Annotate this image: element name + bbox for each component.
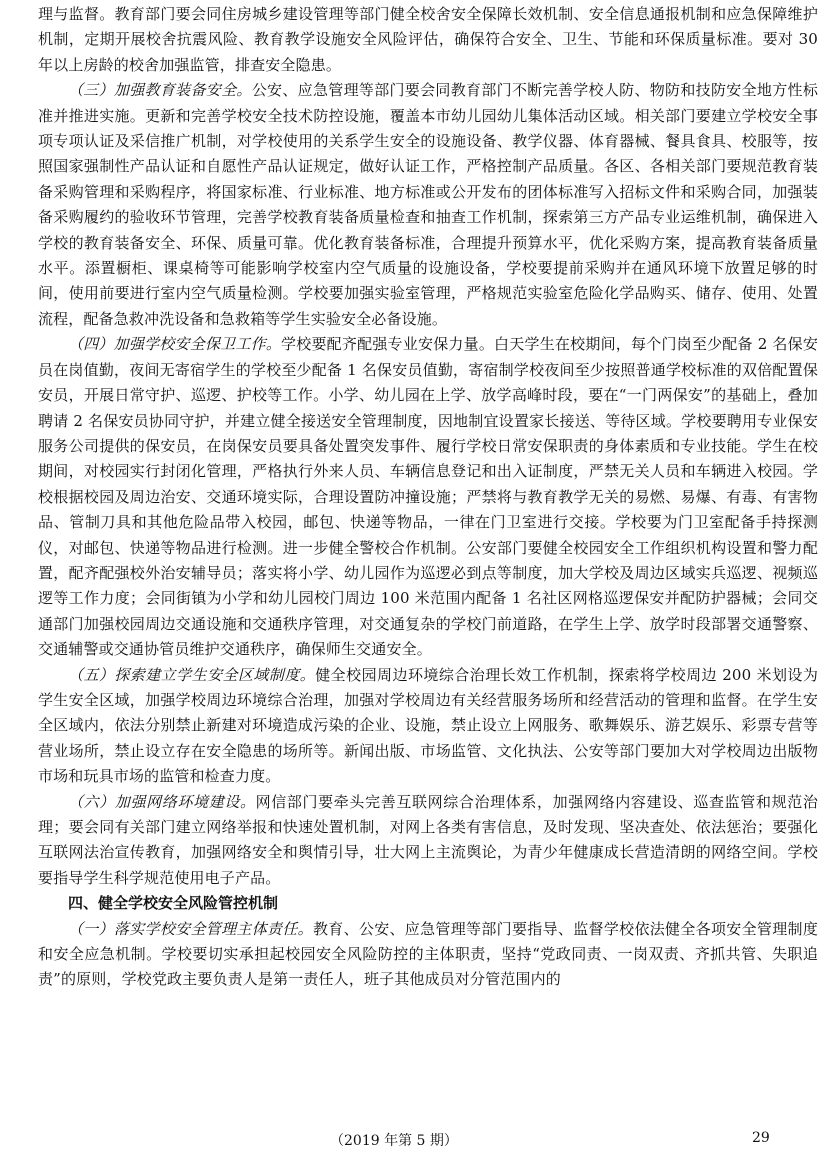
paragraph-lead: （一）落实学校安全管理主体责任。 (68, 919, 313, 938)
paragraph-lead: （六）加强网络环境建设。 (68, 792, 256, 811)
paragraph-network-environment (38, 790, 818, 892)
section-heading: 四、健全学校安全风险管控机制 (68, 894, 279, 913)
page-footer (0, 1130, 827, 1154)
document-body (38, 2, 818, 993)
paragraph-lead: （五）探索建立学生安全区域制度。 (68, 665, 316, 684)
page-number: 29 (752, 1130, 770, 1146)
paragraph-lead: （三）加强教育装备安全。 (68, 81, 252, 100)
paragraph-continued (38, 2, 818, 78)
paragraph-management-responsibility (38, 917, 818, 993)
paragraph-safety-zone (38, 663, 818, 790)
paragraph-equipment-safety (38, 78, 818, 332)
issue-label: （2019 年第 5 期） (330, 1133, 458, 1149)
paragraph-text: 教育、公安、应急管理等部门要指导、监督学校依法健全各项安全管理制度和安全应急机制。学校要切实承担起校园安全风险防控的主体职责，坚持“党政同责、一岗双责、齐抓共管、失职追责”的原则，学校党政主要负责人是第一责任人，班子其他成员对分管范围内的 (38, 919, 818, 989)
paragraph-security-guard (38, 332, 818, 662)
paragraph-text: 理与监督。教育部门要会同住房城乡建设管理等部门健全校舍安全保障长效机制、安全信息通报机制和应急保障维护机制，定期开展校舍抗震风险、教育教学设施安全风险评估，确保符合安全、卫生、节能和环保质量标准。要对 30 年以上房龄的校舍加强监管，排查安全隐患。 (38, 5, 818, 74)
paragraph-text: 网信部门要牵头完善互联网综合治理体系，加强网络内容建设、巡查监管和规范治理；要会同有关部门建立网络举报和快速处置机制，对网上各类有害信息，及时发现、坚决查处、依法惩治；要强化互联网法治宣传教育，加强网络安全和舆情引导，壮大网上主流舆论，为青少年健康成长营造清朗的网络空间。学校要指导学生科学规范使用电子产品。 (38, 792, 818, 887)
paragraph-text: 公安、应急管理等部门要会同教育部门不断完善学校人防、物防和技防安全地方性标准并推进实施。更新和完善学校安全技术防控设施，覆盖本市幼儿园幼儿集体活动区域。相关部门要建立学校安全事项专项认证及采信推广机制，对学校使用的关系学生安全的设施设备、教学仪器、体育器械、餐具食具、校服等，按照国家强制性产品认证和自愿性产品认证规定，做好认证工作，严格控制产品质量。各区、各相关部门要规范教育装备采购管理和采购程序，将国家标准、行业标准、地方标准或公开发布的团体标准写入招标文件和采购合同，加强装备采购履约的验收环节管理，完善学校教育装备质量检查和抽查工作机制，探索第三方产品专业运维机制，确保进入学校的教育装备安全、环保、质量可靠。优化教育装备标准，合理提升预算水平，优化采购方案，提高教育装备质量水平。添置橱柜、课桌椅等可能影响学校室内空气质量的设施设备，学校要提前采购并在通风环境下放置足够的时间，使用前要进行室内空气质量检测。学校要加强实验室管理，严格规范实验室危险化学品购买、储存、使用、处置流程，配备急救冲洗设备和急救箱等学生实验安全必备设施。 (38, 81, 818, 328)
paragraph-lead: （四）加强学校安全保卫工作。 (68, 335, 282, 354)
paragraph-text: 健全校园周边环境综合治理长效工作机制，探索将学校周边 200 米划设为学生安全区域，加强学校周边环境综合治理，加强对学校周边有关经营服务场所和经营活动的管理和监督。在学生安全区域内，依法分别禁止新建对环境造成污染的企业、设施，禁止设立上网服务、歌舞娱乐、游艺娱乐、彩票专营等营业场所，禁止设立存在安全隐患的场所等。新闻出版、市场监管、文化执法、公安等部门要加大对学校周边出版物市场和玩具市场的监管和检查力度。 (38, 665, 819, 786)
paragraph-text: 学校要配齐配强专业安保力量。白天学生在校期间，每个门岗至少配备 2 名保安员在岗值勤，夜间无寄宿学生的学校至少配备 1 名保安员值勤，寄宿制学校夜间至少按照普通学校标准的双倍配置保安员，开展日常守护、巡逻、护校等工作。小学、幼儿园在上学、放学高峰时段，要在“一门两保安”的基础上，叠加聘请 2 名保安员协同守护，并建立健全接送安全管理制度，因地制宜设置家长接送、等待区域。学校要聘用专业保安服务公司提供的保安员，在岗保安员要具备处置突发事件、履行学校日常安保职责的身体素质和专业技能。学生在校期间，对校园实行封闭化管理，严格执行外来人员、车辆信息登记和出入证制度，严禁无关人员和车辆进入校园。学校根据校园及周边治安、交通环境实际，合理设置防冲撞设施；严禁将与教育教学无关的易燃、易爆、有毒、有害物品、管制刀具和其他危险品带入校园，邮包、快递等物品，一律在门卫室进行交接。学校要为门卫室配备手持探测仪，对邮包、快递等物品进行检测。进一步健全警校合作机制。公安部门要健全校园安全工作组织机构设置和警力配置，配齐配强校外治安辅导员；落实将小学、幼儿园作为巡逻必到点等制度，加大学校及周边区域实兵巡逻、视频巡逻等工作力度；会同街镇为小学和幼儿园校门周边 100 米范围内配备 1 名社区网格巡逻保安并配防护器械；会同交通部门加强校园周边交通设施和交通秩序管理，对交通复杂的学校门前道路，在学生上学、放学时段部署交通警察、交通辅警或交通协管员维护交通秩序，确保师生交通安全。 (38, 335, 818, 659)
